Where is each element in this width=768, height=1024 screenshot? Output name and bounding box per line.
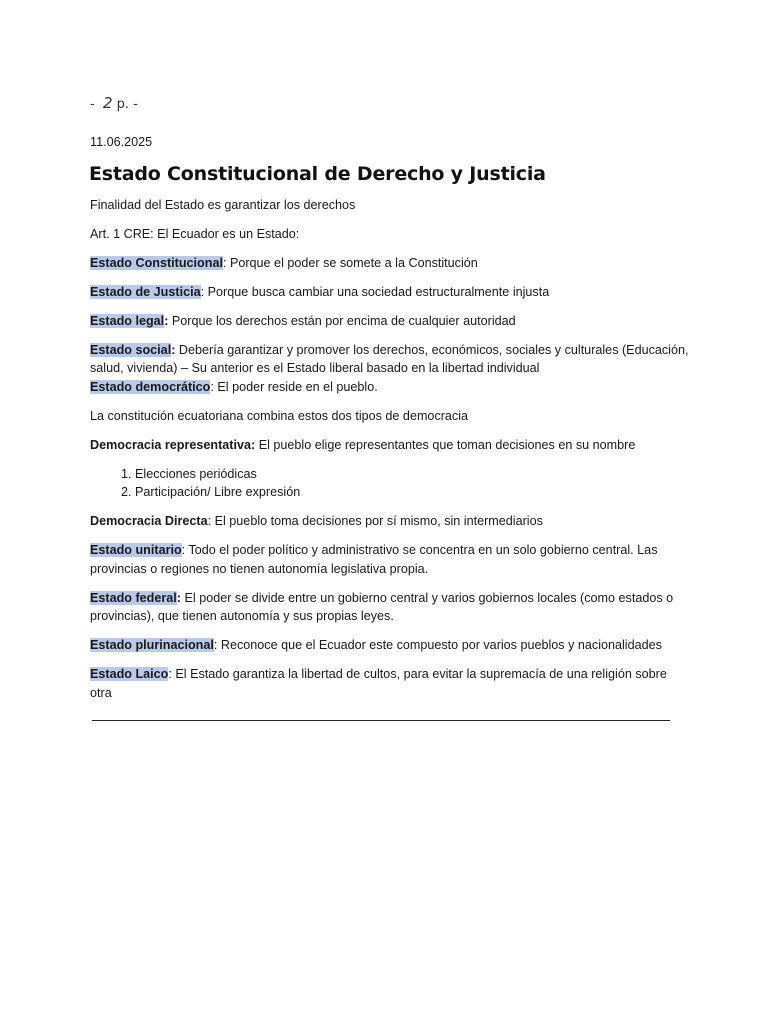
page-mark xyxy=(90,92,690,114)
page-mark-dash: - xyxy=(90,97,95,112)
definition-justicia: Estado de Justicia: Porque busca cambiar una sociedad estructuralmente injusta xyxy=(90,284,550,299)
definition-legal: Estado legal: Porque los derechos están por encima de cualquier autoridad xyxy=(90,313,516,328)
numbered-list xyxy=(90,465,690,502)
highlighted-term: Estado unitario xyxy=(90,543,182,557)
democracia-representativa: Democracia representativa: El pueblo elige representantes que toman decisiones en su nombre xyxy=(90,437,636,452)
estado-federal: Estado federal: El poder se divide entre un gobierno central y varios gobiernos locales (como estados o provincias), que tienen autonomía y sus propias leyes. xyxy=(90,590,674,623)
definition-social: Estado social: Debería garantizar y promover los derechos, económicos, sociales y culturales (Educación, salud, vivienda) – Su anterior es el Estado liberal basado en la libertad individual xyxy=(90,342,689,375)
highlighted-term: Estado democrático xyxy=(90,379,211,394)
term-bold: Democracia Directa xyxy=(90,514,208,528)
highlighted-term: Estado de Justicia xyxy=(90,284,201,299)
intro-paragraph: Finalidad del Estado es garantizar los derechos xyxy=(90,197,356,212)
highlighted-term: Estado social xyxy=(90,342,172,357)
page-mark-suffix: p. - xyxy=(116,97,138,112)
highlighted-term: Estado Laico xyxy=(90,667,169,681)
page-mark-number: 2 xyxy=(102,94,113,112)
estado-unitario: Estado unitario: Todo el poder político y administrativo se concentra en un solo gobierno central. Las provincias o regiones no tienen autonomía legislativa propia. xyxy=(90,543,658,576)
list-item: 1. Elecciones periódicas xyxy=(135,465,690,484)
highlighted-term: Estado federal xyxy=(90,590,177,605)
horizontal-rule xyxy=(92,710,670,721)
combina-paragraph: La constitución ecuatoriana combina estos dos tipos de democracia xyxy=(90,408,469,423)
article-paragraph: Art. 1 CRE: El Ecuador es un Estado: xyxy=(90,226,300,241)
estado-plurinacional: Estado plurinacional: Reconoce que el Ecuador este compuesto por varios pueblos y nacionalidades xyxy=(90,638,662,652)
estado-laico: Estado Laico: El Estado garantiza la libertad de cultos, para evitar la supremacía de una religión sobre otra xyxy=(90,667,667,700)
term-bold: Democracia representativa: xyxy=(90,437,256,452)
definition-constitucional: Estado Constitucional: Porque el poder se somete a la Constitución xyxy=(90,255,478,270)
highlighted-term: Estado Constitucional xyxy=(90,255,223,270)
highlighted-term: Estado legal xyxy=(90,313,165,328)
highlighted-term: Estado plurinacional xyxy=(90,638,214,652)
date: 11.06.2025 xyxy=(90,135,153,149)
definition-democratico: Estado democrático: El poder reside en el pueblo. xyxy=(90,379,378,394)
list-item: 2. Participación/ Libre expresión xyxy=(135,483,690,502)
democracia-directa: Democracia Directa: El pueblo toma decisiones por sí mismo, sin intermediarios xyxy=(90,514,543,528)
page-title: Estado Constitucional de Derecho y Justicia xyxy=(89,162,546,185)
document-body xyxy=(90,92,690,721)
